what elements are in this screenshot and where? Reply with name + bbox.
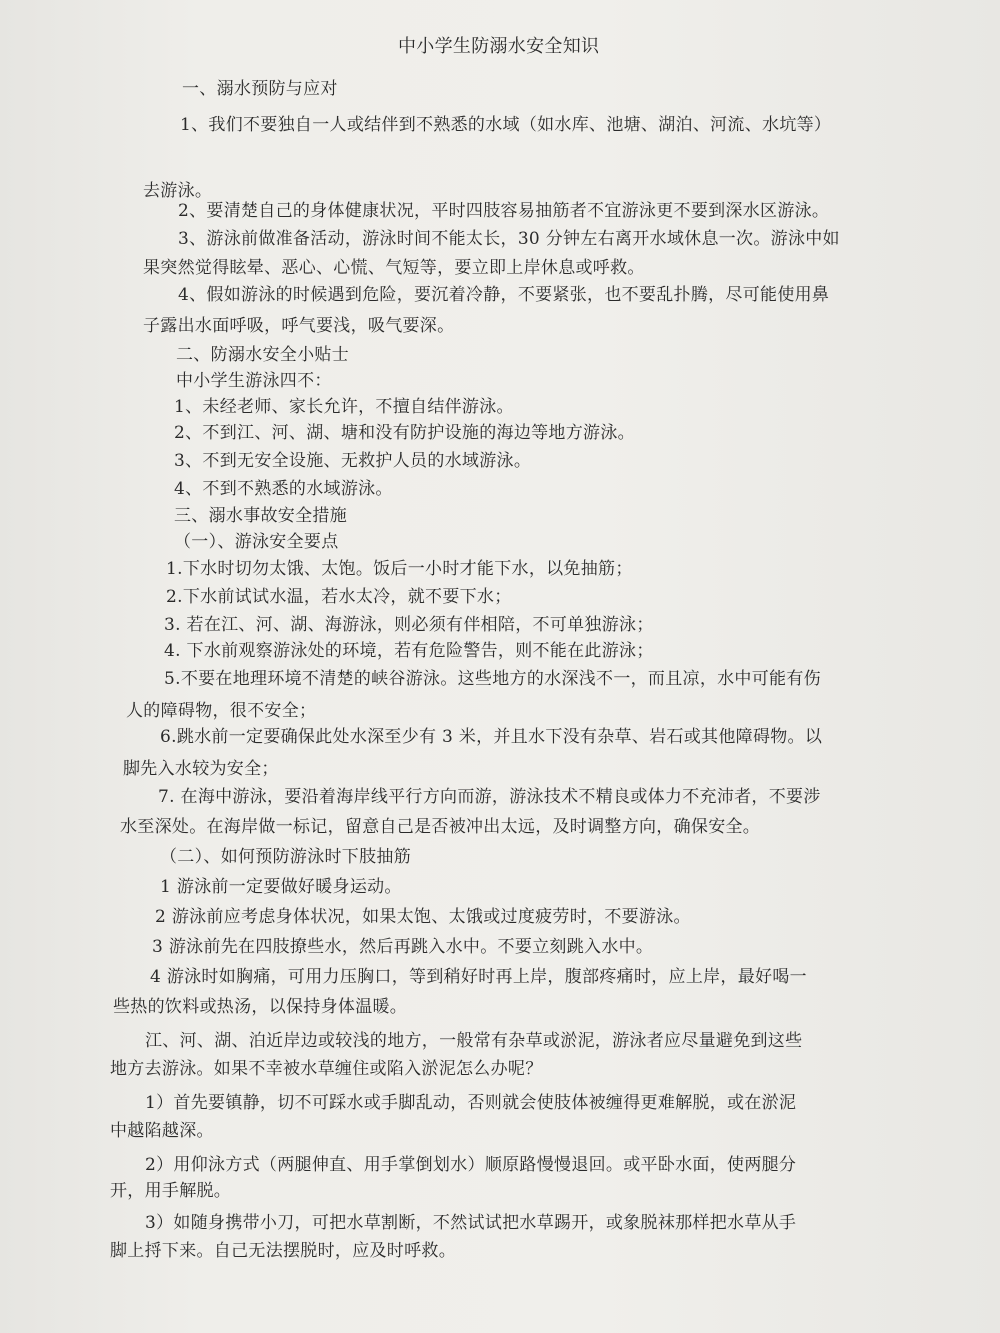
list-item: 3. 若在江、河、湖、海游泳，则必须有伴相陪，不可单独游泳； xyxy=(164,615,654,635)
paragraph-line: 果突然觉得眩晕、恶心、心慌、气短等，要立即上岸休息或呼救。 xyxy=(143,258,645,278)
list-item: 6.跳水前一定要确保此处水深至少有 3 米，并且水下没有杂草、岩石或其他障碍物。以 xyxy=(160,727,823,747)
paragraph-line: 4、假如游泳的时候遇到危险，要沉着冷静，不要紧张，也不要乱扑腾，尽可能使用鼻 xyxy=(178,285,830,305)
list-item: 1 游泳前一定要做好暖身运动。 xyxy=(160,877,402,897)
list-item: 3、不到无安全设施、无救护人员的水域游泳。 xyxy=(174,451,532,471)
list-item: 7. 在海中游泳，要沿着海岸线平行方向而游，游泳技术不精良或体力不充沛者，不要涉 xyxy=(158,787,821,807)
paragraph-line: 3、游泳前做准备活动，游泳时间不能太长，30 分钟左右离开水域休息一次。游泳中如 xyxy=(178,229,840,249)
paragraph-line: 地方去游泳。如果不幸被水草缠住或陷入淤泥怎么办呢？ xyxy=(110,1059,543,1079)
list-item: 2）用仰泳方式（两腿伸直、用手掌倒划水）顺原路慢慢退回。或平卧水面，使两腿分 xyxy=(145,1155,797,1175)
list-item: 4. 下水前观察游泳处的环境，若有危险警告，则不能在此游泳； xyxy=(164,641,654,661)
paragraph-line: 江、河、湖、泊近岸边或较浅的地方，一般常有杂草或淤泥，游泳者应尽量避免到这些 xyxy=(145,1031,803,1051)
list-item: 脚上捋下来。自己无法摆脱时，应及时呼救。 xyxy=(110,1241,456,1261)
section-heading-3: 三、溺水事故安全措施 xyxy=(174,506,347,526)
list-item: 4、不到不熟悉的水域游泳。 xyxy=(174,479,393,499)
list-item: 2 游泳前应考虑身体状况，如果太饱、太饿或过度疲劳时，不要游泳。 xyxy=(155,907,691,927)
subheading: （二）、如何预防游泳时下肢抽筋 xyxy=(160,847,411,867)
list-item: 3）如随身携带小刀，可把水草割断，不然试试把水草踢开，或象脱袜那样把水草从手 xyxy=(145,1213,797,1233)
list-item: 中越陷越深。 xyxy=(110,1121,214,1141)
list-item: 人的障碍物，很不安全； xyxy=(126,701,317,721)
paragraph-line: 去游泳。 xyxy=(143,181,213,201)
list-item: 5.不要在地理环境不清楚的峡谷游泳。这些地方的水深浅不一，而且凉，水中可能有伤 xyxy=(164,669,821,689)
section-heading-2: 二、防溺水安全小贴士 xyxy=(176,345,349,365)
subheading: （一）、游泳安全要点 xyxy=(174,532,339,552)
list-item: 水至深处。在海岸做一标记，留意自己是否被冲出太远，及时调整方向，确保安全。 xyxy=(120,817,761,837)
list-item: 1）首先要镇静，切不可踩水或手脚乱动，否则就会使肢体被缠得更难解脱，或在淤泥 xyxy=(145,1093,797,1113)
list-item: 2、不到江、河、湖、塘和没有防护设施的海边等地方游泳。 xyxy=(174,423,635,443)
paragraph-line: 1、我们不要独自一人或结伴到不熟悉的水域（如水库、池塘、湖泊、河流、水坑等） xyxy=(180,115,832,135)
section-heading-1: 一、溺水预防与应对 xyxy=(182,79,338,99)
list-item: 3 游泳前先在四肢撩些水，然后再跳入水中。不要立刻跳入水中。 xyxy=(152,937,654,957)
list-item: 4 游泳时如胸痛，可用力压胸口，等到稍好时再上岸，腹部疼痛时，应上岸，最好喝一 xyxy=(150,967,807,987)
list-item: 脚先入水较为安全； xyxy=(123,759,279,779)
list-item: 2.下水前试试水温，若水太冷，就不要下水； xyxy=(166,587,512,607)
document-title: 中小学生防溺水安全知识 xyxy=(398,36,600,57)
list-item: 1、未经老师、家长允许，不擅自结伴游泳。 xyxy=(174,397,514,417)
list-item: 些热的饮料或热汤，以保持身体温暖。 xyxy=(113,997,408,1017)
subheading: 中小学生游泳四不： xyxy=(176,371,332,391)
paragraph-line: 2、要清楚自己的身体健康状况，平时四肢容易抽筋者不宜游泳更不要到深水区游泳。 xyxy=(178,201,830,221)
paragraph-line: 子露出水面呼吸，呼气要浅，吸气要深。 xyxy=(143,316,455,336)
list-item: 1.下水时切勿太饿、太饱。饭后一小时才能下水，以免抽筋； xyxy=(166,559,633,579)
list-item: 开，用手解脱。 xyxy=(110,1181,232,1201)
